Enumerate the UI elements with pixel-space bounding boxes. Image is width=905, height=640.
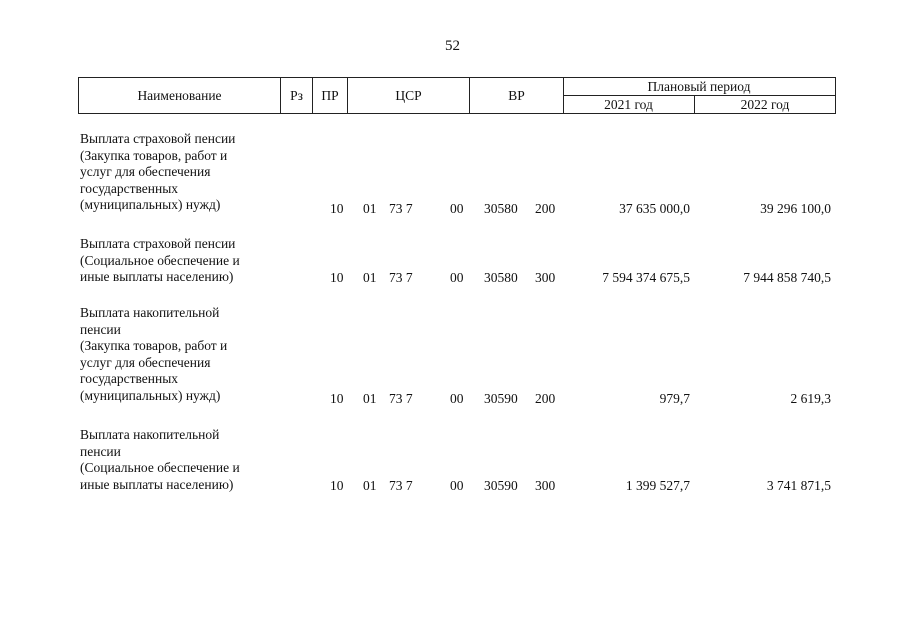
row-pr: 01 (363, 201, 377, 216)
header-vr: ВР (508, 87, 525, 103)
row-value-2022: 39 296 100,0 (760, 201, 831, 216)
row-vr: 200 (535, 391, 556, 406)
row-csr-sub: 00 (450, 270, 464, 285)
table-row (0, 305, 905, 406)
row-csr-program: 73 7 (389, 270, 413, 285)
row-csr-direction: 30580 (484, 270, 518, 285)
row-pr: 01 (363, 270, 377, 285)
row-value-2021: 1 399 527,7 (625, 478, 690, 493)
row-vr: 300 (535, 478, 556, 493)
row-pr: 01 (363, 391, 377, 406)
table-row (0, 236, 905, 287)
row-name: Выплата накопительной пенсии (Социальное обеспечение и иные выплаты населению) (80, 427, 240, 492)
row-value-2021: 37 635 000,0 (619, 201, 690, 216)
row-csr-direction: 30580 (484, 201, 518, 216)
row-csr-program: 73 7 (389, 391, 413, 406)
row-rz: 10 (330, 478, 344, 493)
header-year-2021: 2021 год (604, 96, 653, 112)
row-csr-program: 73 7 (389, 201, 413, 216)
row-vr: 300 (535, 270, 556, 285)
row-vr: 200 (535, 201, 556, 216)
header-pr: ПР (321, 87, 339, 103)
header-name: Наименование (137, 87, 222, 103)
table-row (0, 131, 905, 215)
row-csr-sub: 00 (450, 201, 464, 216)
header-plan-period: Плановый период (647, 78, 751, 94)
row-name: Выплата накопительной пенсии (Закупка товаров, работ и услуг для обеспечения государственных (муниципальных) нужд) (80, 305, 228, 403)
row-value-2021: 979,7 (659, 391, 690, 406)
row-csr-program: 73 7 (389, 478, 413, 493)
row-value-2022: 7 944 858 740,5 (743, 270, 831, 285)
header-csr: ЦСР (395, 87, 422, 103)
row-name: Выплата страховой пенсии (Социальное обеспечение и иные выплаты населению) (80, 236, 240, 285)
row-csr-direction: 30590 (484, 391, 518, 406)
row-rz: 10 (330, 270, 344, 285)
row-csr-direction: 30590 (484, 478, 518, 493)
header-rz: Рз (290, 87, 303, 103)
table-header (78, 77, 836, 114)
row-pr: 01 (363, 478, 377, 493)
header-year-2022: 2022 год (740, 96, 790, 112)
page-number: 52 (445, 38, 460, 54)
row-name: Выплата страховой пенсии (Закупка товаров, работ и услуг для обеспечения государственных (муниципальных) нужд) (80, 131, 236, 213)
row-value-2022: 2 619,3 (790, 391, 831, 406)
row-rz: 10 (330, 391, 344, 406)
row-rz: 10 (330, 201, 344, 216)
row-value-2022: 3 741 871,5 (766, 478, 831, 493)
row-csr-sub: 00 (450, 391, 464, 406)
row-csr-sub: 00 (450, 478, 464, 493)
table-row (0, 427, 905, 495)
row-value-2021: 7 594 374 675,5 (602, 270, 690, 285)
